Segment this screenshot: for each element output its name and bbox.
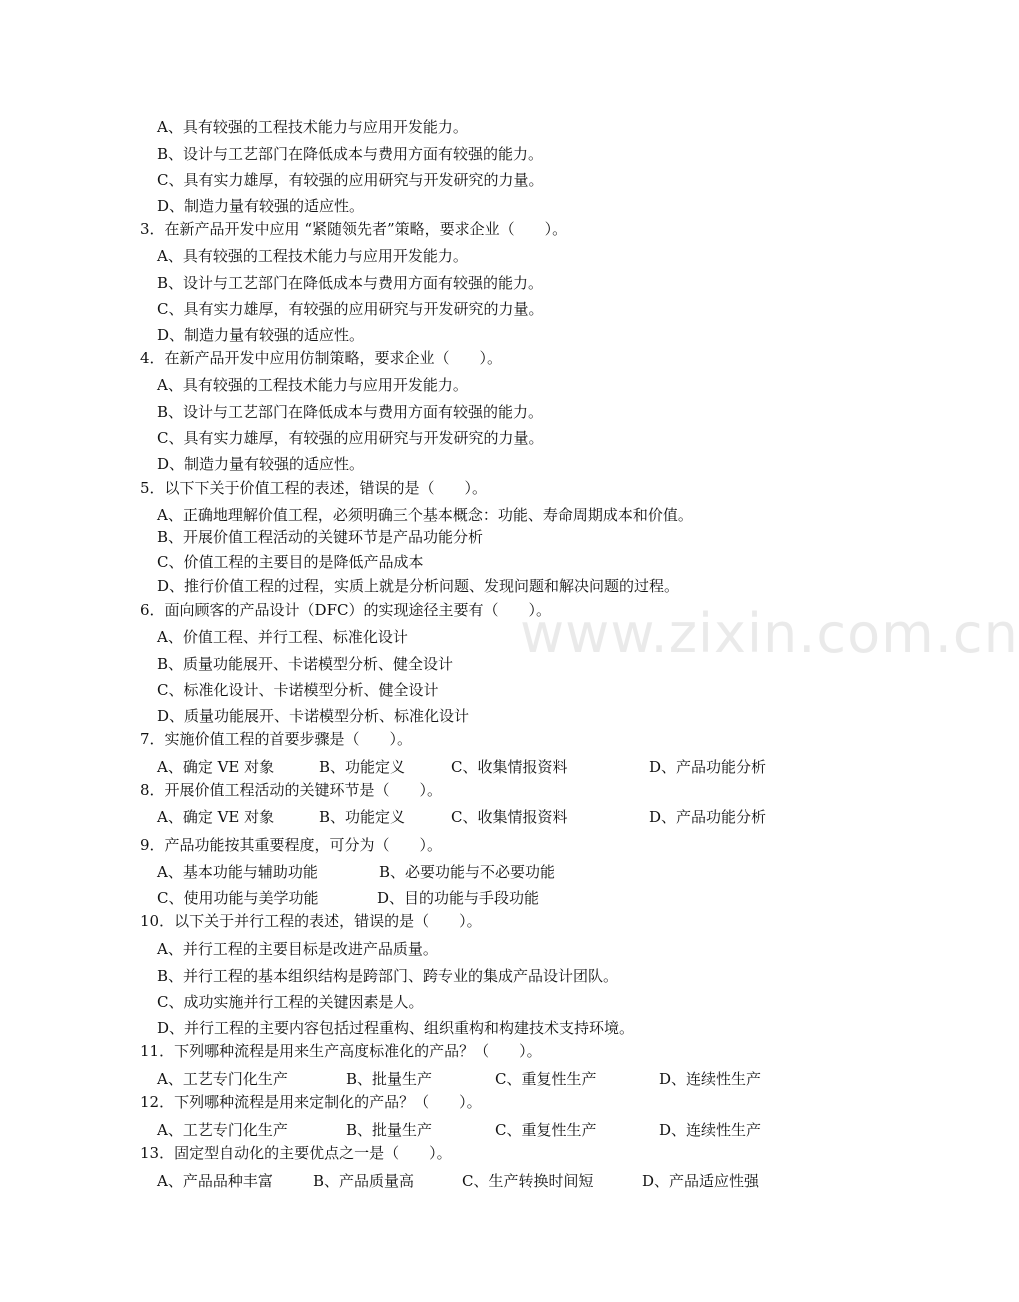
q2-option-b: B、设计与工艺部门在降低成本与费用方面有较强的能力。 — [157, 145, 544, 163]
q8-option-c: C、收集情报资料 — [451, 808, 568, 826]
q9-option-d: D、目的功能与手段功能 — [377, 889, 540, 907]
q6-option-d: D、质量功能展开、卡诺模型分析、标准化设计 — [157, 707, 470, 725]
q12-stem: 12．下列哪种流程是用来定制化的产品？（ ）。 — [140, 1093, 482, 1111]
q10-stem: 10．以下关于并行工程的表述，错误的是（ ）。 — [140, 912, 482, 930]
q13-options-row — [0, 1172, 920, 1190]
q5-stem: 5．以下下关于价值工程的表述，错误的是（ ）。 — [140, 479, 488, 497]
q6-stem: 6．面向顾客的产品设计（DFC）的实现途径主要有（ ）。 — [140, 601, 551, 619]
q9-options-row-2 — [0, 889, 920, 907]
q4-option-b: B、设计与工艺部门在降低成本与费用方面有较强的能力。 — [157, 403, 544, 421]
q10-option-d: D、并行工程的主要内容包括过程重构、组织重构和构建技术支持环境。 — [157, 1019, 635, 1037]
q8-option-b: B、功能定义 — [319, 808, 406, 826]
q3-option-b: B、设计与工艺部门在降低成本与费用方面有较强的能力。 — [157, 274, 544, 292]
q3-option-c: C、具有实力雄厚，有较强的应用研究与开发研究的力量。 — [157, 300, 544, 318]
q9-option-c: C、使用功能与美学功能 — [157, 889, 319, 907]
q11-stem: 11．下列哪种流程是用来生产高度标准化的产品？（ ）。 — [140, 1042, 542, 1060]
q11-options-row — [0, 1070, 920, 1088]
q2-option-a: A、具有较强的工程技术能力与应用开发能力。 — [157, 118, 468, 136]
q13-stem: 13．固定型自动化的主要优点之一是（ ）。 — [140, 1144, 452, 1162]
q3-stem: 3．在新产品开发中应用 “紧随领先者”策略，要求企业（ ）。 — [140, 220, 568, 238]
q4-stem: 4．在新产品开发中应用仿制策略，要求企业（ ）。 — [140, 349, 503, 367]
q7-options-row — [0, 758, 920, 776]
q11-option-a: A、工艺专门化生产 — [157, 1070, 288, 1088]
q5-option-c: C、价值工程的主要目的是降低产品成本 — [157, 553, 424, 571]
q7-stem: 7．实施价值工程的首要步骤是（ ）。 — [140, 730, 413, 748]
q12-option-d: D、连续性生产 — [659, 1121, 762, 1139]
q5-option-d: D、推行价值工程的过程，实质上就是分析问题、发现问题和解决问题的过程。 — [157, 577, 680, 595]
q10-option-c: C、成功实施并行工程的关键因素是人。 — [157, 993, 424, 1011]
q7-option-c: C、收集情报资料 — [451, 758, 568, 776]
q12-option-a: A、工艺专门化生产 — [157, 1121, 288, 1139]
q11-option-c: C、重复性生产 — [495, 1070, 597, 1088]
q3-option-a: A、具有较强的工程技术能力与应用开发能力。 — [157, 247, 468, 265]
q9-options-row-1 — [0, 863, 920, 881]
q8-options-row — [0, 808, 920, 826]
q4-option-a: A、具有较强的工程技术能力与应用开发能力。 — [157, 376, 468, 394]
q12-options-row — [0, 1121, 920, 1139]
q3-option-d: D、制造力量有较强的适应性。 — [157, 326, 365, 344]
q11-option-d: D、连续性生产 — [659, 1070, 762, 1088]
q5-option-b: B、开展价值工程活动的关键环节是产品功能分析 — [157, 528, 484, 546]
q10-option-b: B、并行工程的基本组织结构是跨部门、跨专业的集成产品设计团队。 — [157, 967, 619, 985]
q7-option-b: B、功能定义 — [319, 758, 406, 776]
q8-stem: 8．开展价值工程活动的关键环节是（ ）。 — [140, 781, 443, 799]
q9-stem: 9．产品功能按其重要程度，可分为（ ）。 — [140, 836, 443, 854]
q9-option-b: B、必要功能与不必要功能 — [379, 863, 556, 881]
q2-option-d: D、制造力量有较强的适应性。 — [157, 197, 365, 215]
q10-option-a: A、并行工程的主要目标是改进产品质量。 — [157, 940, 438, 958]
q7-option-a: A、确定 VE 对象 — [157, 758, 275, 776]
q7-option-d: D、产品功能分析 — [649, 758, 767, 776]
q9-option-a: A、基本功能与辅助功能 — [157, 863, 318, 881]
q12-option-b: B、批量生产 — [346, 1121, 433, 1139]
q8-option-a: A、确定 VE 对象 — [157, 808, 275, 826]
q11-option-b: B、批量生产 — [346, 1070, 433, 1088]
q12-option-c: C、重复性生产 — [495, 1121, 597, 1139]
q4-option-d: D、制造力量有较强的适应性。 — [157, 455, 365, 473]
q13-option-a: A、产品品种丰富 — [157, 1172, 273, 1190]
q13-option-c: C、生产转换时间短 — [462, 1172, 594, 1190]
q13-option-d: D、产品适应性强 — [642, 1172, 760, 1190]
q13-option-b: B、产品质量高 — [313, 1172, 415, 1190]
q6-option-a: A、价值工程、并行工程、标准化设计 — [157, 628, 408, 646]
q6-option-b: B、质量功能展开、卡诺模型分析、健全设计 — [157, 655, 454, 673]
q6-option-c: C、标准化设计、卡诺模型分析、健全设计 — [157, 681, 439, 699]
q4-option-c: C、具有实力雄厚，有较强的应用研究与开发研究的力量。 — [157, 429, 544, 447]
q2-option-c: C、具有实力雄厚，有较强的应用研究与开发研究的力量。 — [157, 171, 544, 189]
watermark: www.zixin.com.cn — [520, 602, 1019, 665]
q5-option-a: A、正确地理解价值工程，必须明确三个基本概念：功能、寿命周期成本和价值。 — [157, 506, 693, 524]
q8-option-d: D、产品功能分析 — [649, 808, 767, 826]
